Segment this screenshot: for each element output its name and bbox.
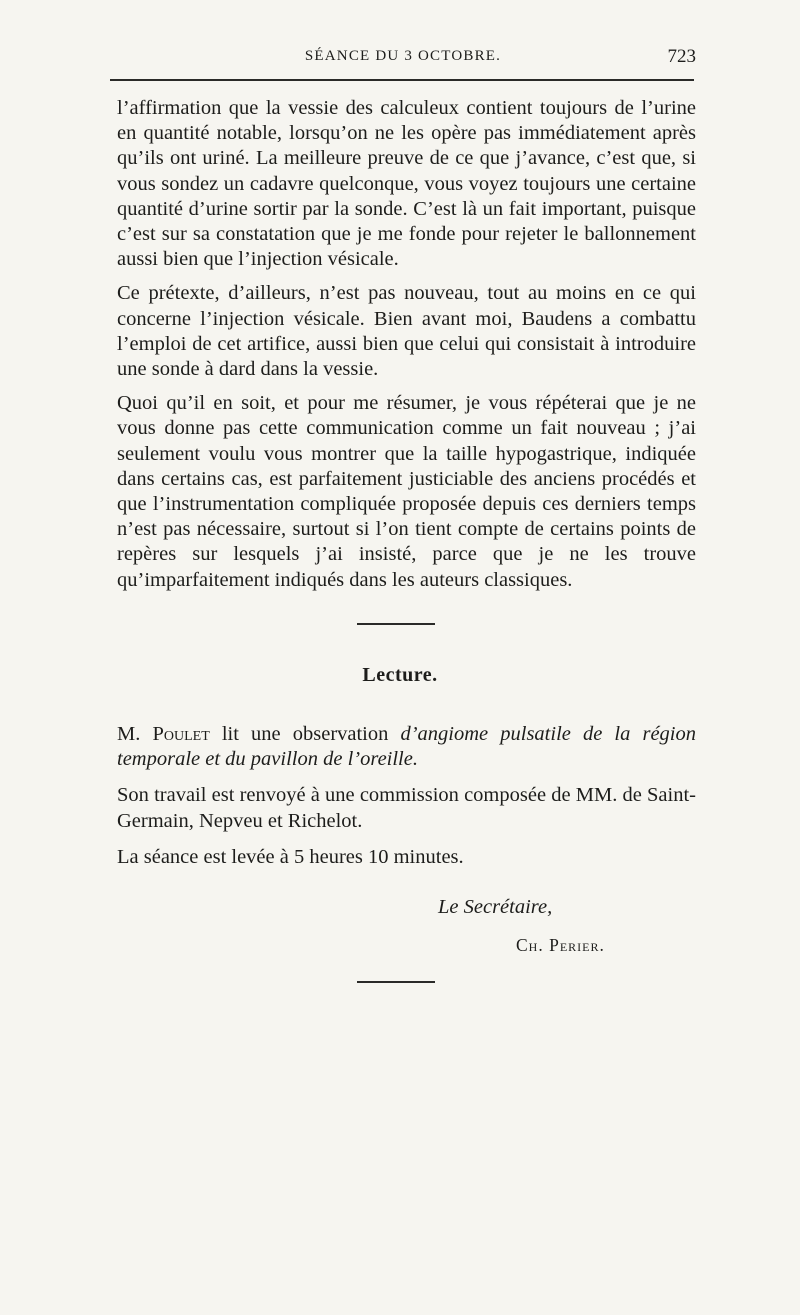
section-divider (357, 623, 435, 625)
lecture-section (117, 722, 696, 881)
signature-name: Ch. Perier. (516, 935, 605, 955)
observation-title: d’angiome pulsatile de la région temporale et du pavillon de l’oreille. (117, 723, 696, 771)
lecture-paragraph: La séance est levée à 5 heures 10 minutes. (117, 845, 464, 868)
signature-role: Le Secrétaire, (438, 896, 553, 918)
lecture-paragraph (117, 722, 696, 772)
paragraph: Quoi qu’il en soit, et pour me résumer, je vous répéterai que je ne vous donne pas cette communication comme un fait nouveau ; j’ai seulement voulu vous montrer que la taille hypogastrique, indiquée dans certains cas, est parfaitement justiciable des anciens procédés et que l’instrumentation compliquée proposée depuis ces derniers temps n’est pas nécessaire, surtout si l’on tient compte de certains points de repères sur lesquels j’ai insisté, parce que je ne les trouve qu’imparfaitement indiqués dans les auteurs classiques. (117, 392, 696, 591)
section-heading: Lecture. (362, 664, 438, 686)
header-rule (110, 79, 694, 81)
author-name: Poulet (152, 723, 210, 745)
end-divider (357, 981, 435, 983)
page-number: 723 (667, 46, 696, 67)
page-header (110, 48, 696, 74)
text: lit une observation (209, 723, 401, 745)
paragraph: l’affirmation que la vessie des calculeux contient toujours de l’urine en quantité notable, lorsqu’on ne les opère pas immédiatement après qu’ils ont uriné. La meilleure preuve de ce que j’avance, c’est que, si vous sondez un cadavre quelconque, vous voyez toujours une certaine quantité d’urine sortir par la sonde. C’est là un fait important, puisque c’est sur sa constatation que je me fonde pour rejeter le ballonnement aussi bien que l’injection vésicale. (117, 97, 696, 271)
text: M. (117, 723, 153, 745)
lecture-paragraph: Son travail est renvoyé à une commission composée de MM. de Saint-Germain, Nepveu et Richelot. (117, 784, 696, 832)
body-text (117, 96, 696, 602)
running-head: SÉANCE DU 3 OCTOBRE. (304, 48, 502, 64)
paragraph: Ce prétexte, d’ailleurs, n’est pas nouveau, tout au moins en ce qui concerne l’injection vésicale. Bien avant moi, Baudens a combattu l’emploi de cet artifice, aussi bien que celui qui consistait à introduire une sonde à dard dans la vessie. (117, 282, 696, 381)
